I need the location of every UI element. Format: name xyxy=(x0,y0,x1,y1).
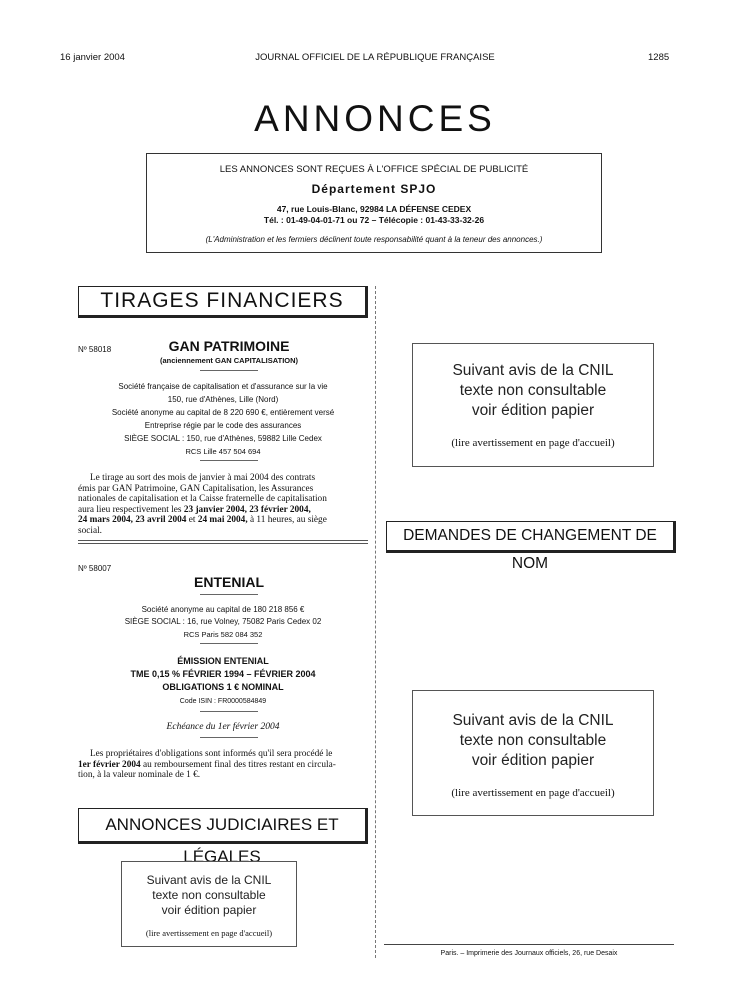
section-changement-de-nom: DEMANDES DE CHANGEMENT DE NOM xyxy=(386,521,676,553)
section-annonces-judiciaires: ANNONCES JUDICIAIRES ET LÉGALES xyxy=(78,808,368,844)
company-former-name: (anciennement GAN CAPITALISATION) xyxy=(159,356,299,365)
publicity-address: 47, rue Louis-Blanc, 92984 LA DÉFENSE CEDEX xyxy=(276,204,472,214)
short-rule xyxy=(200,737,258,738)
short-rule xyxy=(200,370,258,371)
notice-number: Nº 58018 xyxy=(78,345,112,354)
cnil-notice-box: Suivant avis de la CNIL texte non consultable voir édition papier (lire avertissement en page d'accueil) xyxy=(412,343,654,467)
publicity-phone: Tél. : 01-49-04-01-71 ou 72 – Télécopie : 01-43-33-32-26 xyxy=(263,215,485,225)
department-name: Département SPJO xyxy=(311,182,437,196)
emission-title: TME 0,15 % FÉVRIER 1994 – FÉVRIER 2004 xyxy=(130,669,316,679)
cnil-notice-box: Suivant avis de la CNIL texte non consultable voir édition papier (lire avertissement en page d'accueil) xyxy=(121,861,297,947)
notice-number: Nº 58007 xyxy=(78,564,112,573)
short-rule xyxy=(200,643,258,644)
column-divider xyxy=(375,286,376,958)
company-line: Entreprise régie par le code des assurances xyxy=(144,421,302,430)
notice-separator xyxy=(78,540,368,544)
company-line: SIÈGE SOCIAL : 16, rue Volney, 75082 Paris Cedex 02 xyxy=(124,617,322,626)
header-date: 16 janvier 2004 xyxy=(60,52,125,63)
section-tirages-financiers: TIRAGES FINANCIERS xyxy=(78,286,368,318)
company-line: Société française de capitalisation et d'assurance sur la vie xyxy=(118,382,328,391)
printer-footer: Paris. – Imprimerie des Journaux officiels, 26, rue Desaix xyxy=(440,950,618,957)
publicity-line: LES ANNONCES SONT REÇUES À L'OFFICE SPÉCIAL DE PUBLICITÉ xyxy=(219,164,529,175)
company-rcs: RCS Lille 457 504 694 xyxy=(185,447,261,456)
page-title: ANNONCES xyxy=(254,98,496,139)
header-journal: JOURNAL OFFICIEL DE LA RÉPUBLIQUE FRANÇAISE xyxy=(255,52,495,63)
cnil-notice-box: Suivant avis de la CNIL texte non consultable voir édition papier (lire avertissement en page d'accueil) xyxy=(412,690,654,816)
footer-rule xyxy=(384,944,674,945)
company-line: Société anonyme au capital de 8 220 690 €, entièrement versé xyxy=(111,408,335,417)
echeance-line: Echéance du 1er février 2004 xyxy=(166,722,280,732)
company-line: Société anonyme au capital de 180 218 856 € xyxy=(141,605,305,614)
emission-title: OBLIGATIONS 1 € NOMINAL xyxy=(162,682,284,692)
short-rule xyxy=(200,460,258,461)
notice-paragraph: Le tirage au sort des mois de janvier à mai 2004 des contrats émis par GAN Patrimoine, GAN Capitalisation, les Assurances nationales de capitalisation et la Caisse fraternelle de capitalisation aura lieu respectivement les 23 janvier 2004, 23 février 2004, 24 mars 2004, 23 avril 2004 et 24 mai 2004, à 11 heures, au siège social. xyxy=(78,473,327,536)
publicity-disclaimer: (L'Administration et les fermiers déclinent toute responsabilité quant à la teneur des annonces.) xyxy=(205,235,543,244)
company-line: SIÈGE SOCIAL : 150, rue d'Athènes, 59882 Lille Cedex xyxy=(124,434,322,443)
company-line: 150, rue d'Athènes, Lille (Nord) xyxy=(167,395,279,404)
short-rule xyxy=(200,594,258,595)
company-rcs: RCS Paris 582 084 352 xyxy=(183,630,263,639)
emission-title: ÉMISSION ENTENIAL xyxy=(177,656,269,666)
isin-code: Code ISIN : FR0000584849 xyxy=(179,698,267,705)
notice-paragraph: Les propriétaires d'obligations sont informés qu'il sera procédé le 1er février 2004 au remboursement final des titres restant en circula- tion, à la valeur nominale de 1 €. xyxy=(78,749,336,781)
short-rule xyxy=(200,711,258,712)
company-name: ENTENIAL xyxy=(194,574,264,590)
publicity-info-box xyxy=(146,153,602,253)
header-page-number: 1285 xyxy=(648,52,670,63)
company-name: GAN PATRIMOINE xyxy=(168,338,290,354)
